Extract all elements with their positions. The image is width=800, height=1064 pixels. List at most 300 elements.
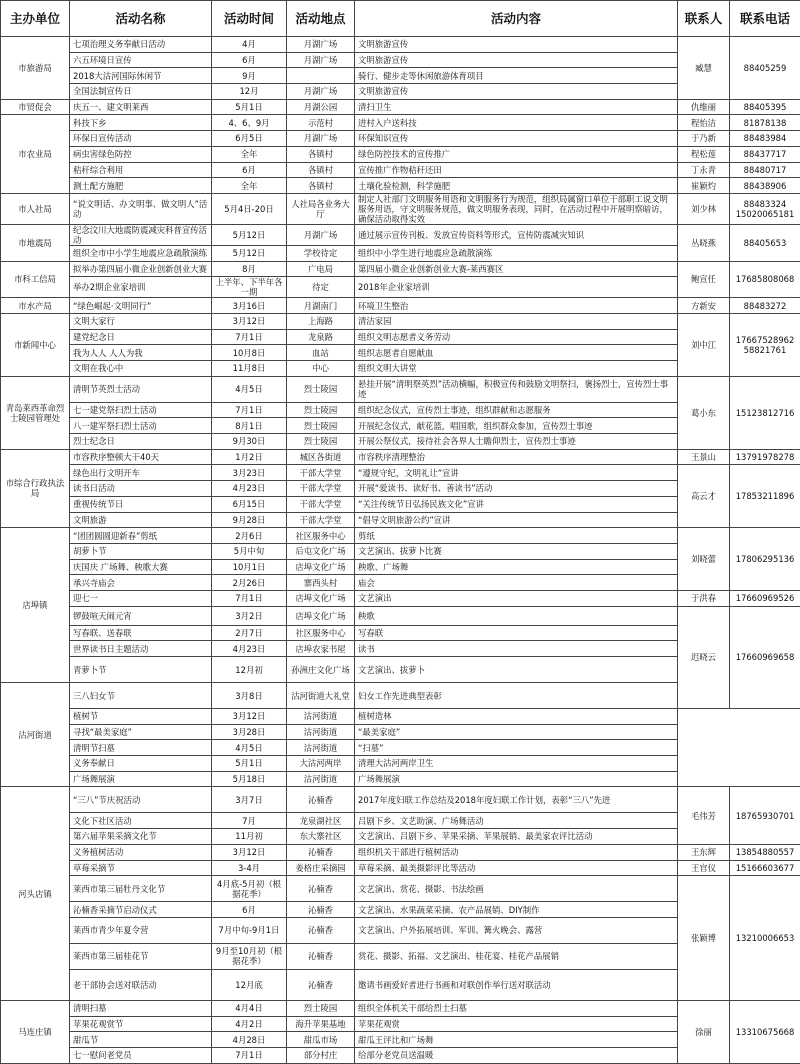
activity-place	[287, 68, 355, 84]
activity-time: 7月1日	[212, 1047, 287, 1063]
activity-time: 4月2日	[212, 1016, 287, 1032]
activity-time: 10月1日	[212, 559, 287, 575]
table-row	[1, 860, 800, 876]
activity-time: 6月	[212, 52, 287, 68]
contact-phone: 88483984	[730, 131, 800, 147]
contact-person: 葛小东	[678, 376, 730, 449]
contact-person: 刘晓蕾	[678, 528, 730, 591]
activity-content: 2017年度妇联工作总结及2018年度妇联工作计划，表彰“三八”先进	[355, 787, 678, 813]
activity-place: 各镇村	[287, 178, 355, 194]
contact-person: 张颖博	[678, 876, 730, 1001]
activity-time: 12月初	[212, 657, 287, 683]
activity-place: 沁楠香	[287, 844, 355, 860]
header-name: 活动名称	[70, 1, 212, 37]
activity-place: 干部大学堂	[287, 465, 355, 481]
activity-place: 各镇村	[287, 162, 355, 178]
activity-time: 12月	[212, 84, 287, 100]
activity-content: 环境卫生整治	[355, 298, 678, 314]
contact-person: 王东辉	[678, 844, 730, 860]
activity-place: 烈士陵园	[287, 1000, 355, 1016]
activity-content: 甜瓜王评比和广场舞	[355, 1032, 678, 1048]
activity-time: 5月18日	[212, 771, 287, 787]
activity-content: 清理大沽河两岸卫生	[355, 756, 678, 772]
activity-place: 姜格庄采摘园	[287, 860, 355, 876]
contact-person: 刘少林	[678, 193, 730, 224]
header-phone: 联系电话	[730, 1, 800, 37]
activity-time: 3月16日	[212, 298, 287, 314]
activity-content: 开展公祭仪式，接待社会各界人士瞻仰烈士，宣传烈士事迹	[355, 434, 678, 450]
contact-person: 王官仪	[678, 860, 730, 876]
table-row	[1, 1000, 800, 1016]
activity-time: 4月28日	[212, 1032, 287, 1048]
contact-phone: 17853211896	[730, 465, 800, 528]
activity-time: 5月1日	[212, 99, 287, 115]
activity-place: 沁楠香	[287, 876, 355, 902]
activity-name: 青萝卜节	[70, 657, 212, 683]
contact-phone: 13791978278	[730, 449, 800, 465]
contact-phone: 17685808068	[730, 261, 800, 298]
activity-name: 清明扫墓	[70, 1000, 212, 1016]
activity-name: 六五环境日宣传	[70, 52, 212, 68]
activity-content: 秧歌	[355, 606, 678, 625]
activity-time: 2月26日	[212, 575, 287, 591]
activity-place: 沽河街道大礼堂	[287, 683, 355, 709]
contact-person: 程松莲	[678, 146, 730, 162]
contact-person: 崔颖灼	[678, 178, 730, 194]
contact-person: 高云才	[678, 465, 730, 528]
table-row	[1, 771, 800, 787]
activity-name: 广场舞展演	[70, 771, 212, 787]
contact-phone: 88405395	[730, 99, 800, 115]
activity-place: 月湖公园	[287, 99, 355, 115]
activity-name: 甜瓜节	[70, 1032, 212, 1048]
contact-phone: 88405653	[730, 224, 800, 261]
activity-time: 4、6、9月	[212, 115, 287, 131]
activity-name: 庆国庆 广场舞、秧歌大赛	[70, 559, 212, 575]
activity-content: 文艺演出、赏花、摄影、书法绘画	[355, 876, 678, 902]
contact-person: 臧慧	[678, 37, 730, 100]
activity-name: 重视传统节日	[70, 496, 212, 512]
activity-place: 各镇村	[287, 146, 355, 162]
activity-content: 文明旅游宣传	[355, 37, 678, 53]
activity-name: 锣鼓喧天闹元宵	[70, 606, 212, 625]
contact-phone: 88483324 15020065181	[730, 193, 800, 224]
table-row	[1, 131, 800, 147]
activity-place: 社区服务中心	[287, 528, 355, 544]
activity-time: 5月12日	[212, 224, 287, 245]
activity-content: 悬挂开展“清明祭英烈”活动横幅，积极宣传和鼓励文明祭扫，褒扬烈士，宣传烈士事迹	[355, 376, 678, 402]
activity-content: 清洁家园	[355, 313, 678, 329]
activity-content: 开展“爱读书、读好书、善读书”活动	[355, 481, 678, 497]
activity-place: 示范村	[287, 115, 355, 131]
contact-person: 程怡洁	[678, 115, 730, 131]
activity-place: 烈士陵园	[287, 376, 355, 402]
contact-person: 徐丽	[678, 1000, 730, 1063]
activity-content: 苹果花观赏	[355, 1016, 678, 1032]
contact-phone: 88480717	[730, 162, 800, 178]
contact-person: 丁永青	[678, 162, 730, 178]
activity-content: 植树造林	[355, 709, 678, 725]
activity-time: 8月1日	[212, 418, 287, 434]
table-row	[1, 528, 800, 544]
activity-place: 海升苹果基地	[287, 1016, 355, 1032]
header-unit: 主办单位	[1, 1, 70, 37]
activity-place: 沁楠香	[287, 917, 355, 943]
activity-time: 全年	[212, 178, 287, 194]
contact-phone: 17660969658	[730, 606, 800, 708]
activity-time: 3-4月	[212, 860, 287, 876]
activity-place: 龙泉湖社区	[287, 813, 355, 829]
activity-place: 沁楠香	[287, 943, 355, 969]
activity-place: 店埠文化广场	[287, 590, 355, 606]
table-row	[1, 162, 800, 178]
activity-time: 4月23日	[212, 641, 287, 657]
activity-place: 社区服务中心	[287, 625, 355, 641]
host-unit: 青岛莱西革命烈士陵园管理处	[1, 376, 70, 449]
table-row	[1, 99, 800, 115]
activity-name: 寻找“最美家庭”	[70, 724, 212, 740]
activity-time: 3月7日	[212, 787, 287, 813]
activity-content: “倡导文明旅游公约”宣讲	[355, 512, 678, 528]
host-unit: 市地震局	[1, 224, 70, 261]
activity-time: 5月12日	[212, 245, 287, 261]
activity-time: 4月5日	[212, 376, 287, 402]
activity-name: 义务奉献日	[70, 756, 212, 772]
table-row	[1, 261, 800, 277]
activity-place: 东大寨社区	[287, 829, 355, 845]
host-unit: 市旅游局	[1, 37, 70, 100]
activity-time: 2月6日	[212, 528, 287, 544]
contact-phone: 88405259	[730, 37, 800, 100]
activity-time: 9月30日	[212, 434, 287, 450]
host-unit: 市新闻中心	[1, 313, 70, 376]
activity-place: 广电局	[287, 261, 355, 277]
activity-time: 10月8日	[212, 345, 287, 361]
activity-content: 进村入户送科技	[355, 115, 678, 131]
header-content: 活动内容	[355, 1, 678, 37]
activity-time: 5月4日-20日	[212, 193, 287, 224]
host-unit: 市农业局	[1, 115, 70, 193]
activity-time: 12月底	[212, 969, 287, 1000]
activity-name: 拟举办第四届小微企业创新创业大赛	[70, 261, 212, 277]
activity-content: 2018年企业家培训	[355, 277, 678, 298]
activity-content: 广场舞展演	[355, 771, 678, 787]
activity-time: 上半年、下半年各一期	[212, 277, 287, 298]
table-row	[1, 740, 800, 756]
contact-person: 丛晓燕	[678, 224, 730, 261]
activity-place: 寨西头村	[287, 575, 355, 591]
contact-person: 方新安	[678, 298, 730, 314]
activity-content: 土壤化验检测，科学施肥	[355, 178, 678, 194]
activity-name: “绿色崛起·文明同行”	[70, 298, 212, 314]
table-row	[1, 709, 800, 725]
activity-name: 市容秩序整顿大干40天	[70, 449, 212, 465]
activity-time: 7月1日	[212, 402, 287, 418]
host-unit: 马连庄镇	[1, 1000, 70, 1063]
activity-name: 三八妇女节	[70, 683, 212, 709]
contact-person: 刘中江	[678, 313, 730, 376]
activity-name: 绿色出行文明开车	[70, 465, 212, 481]
activity-content: 写春联	[355, 625, 678, 641]
table-row	[1, 115, 800, 131]
activity-time: 3月2日	[212, 606, 287, 625]
activity-name: 植树节	[70, 709, 212, 725]
activity-place: 上海路	[287, 313, 355, 329]
table-row	[1, 298, 800, 314]
activity-content: 组织文明志愿者义务劳动	[355, 329, 678, 345]
activity-time: 8月	[212, 261, 287, 277]
activity-time: 4月23日	[212, 481, 287, 497]
activity-name: 我为人人 人人为我	[70, 345, 212, 361]
activity-content: 文艺演出、水果蔬菜采摘、农产品展销、DIY制作	[355, 902, 678, 918]
activity-place: 沁楠香	[287, 902, 355, 918]
activity-time: 4月底-5月初（根据花季）	[212, 876, 287, 902]
activity-time: 3月8日	[212, 683, 287, 709]
activity-content: 草莓采摘、最美摄影评比等活动	[355, 860, 678, 876]
table-row	[1, 37, 800, 53]
activity-place: 部分村庄	[287, 1047, 355, 1063]
activity-name: 老干部协会送对联活动	[70, 969, 212, 1000]
activity-content: 文艺演出、拔萝卜比赛	[355, 543, 678, 559]
table-row	[1, 590, 800, 606]
table-row	[1, 756, 800, 772]
host-unit: 市水产局	[1, 298, 70, 314]
activity-time: 2月7日	[212, 625, 287, 641]
host-unit: 沽河街道	[1, 683, 70, 787]
activity-content: 读书	[355, 641, 678, 657]
table-row	[1, 844, 800, 860]
activity-content: 开展纪念仪式，献花篮，唱国歌，组织群众参加，宣传烈士事迹	[355, 418, 678, 434]
activity-name: “团团圆圆迎新春”剪纸	[70, 528, 212, 544]
activity-place: 月湖广场	[287, 224, 355, 245]
activity-name: 胡萝卜节	[70, 543, 212, 559]
activity-place: 店埠农家书屋	[287, 641, 355, 657]
activity-name: 庆五一、建文明莱西	[70, 99, 212, 115]
activity-content: 市容秩序清理整治	[355, 449, 678, 465]
host-unit: 市综合行政执法局	[1, 449, 70, 527]
table-row	[1, 193, 800, 224]
activity-place: 月湖南门	[287, 298, 355, 314]
activity-content: 文艺演出、吕剧下乡、苹果采摘、苹果展销、最美家农评比活动	[355, 829, 678, 845]
host-unit: 市贸促会	[1, 99, 70, 115]
activity-content: 组织志愿者自愿献血	[355, 345, 678, 361]
activity-name: 七项治理义务奉献日活动	[70, 37, 212, 53]
header-time: 活动时间	[212, 1, 287, 37]
header-contact: 联系人	[678, 1, 730, 37]
activity-content: 秧歌、广场舞	[355, 559, 678, 575]
table-row	[1, 787, 800, 813]
table-row	[1, 224, 800, 245]
contact-phone: 15166603677	[730, 860, 800, 876]
activity-name: 清明节英烈士活动	[70, 376, 212, 402]
activity-place: 沁楠香	[287, 969, 355, 1000]
activity-name: 全国法制宣传日	[70, 84, 212, 100]
activity-time: 3月23日	[212, 465, 287, 481]
host-unit: 市人社局	[1, 193, 70, 224]
activity-place: 中心	[287, 361, 355, 377]
activity-name: 2018大沽河国际休闲节	[70, 68, 212, 84]
activity-content: 文艺演出	[355, 590, 678, 606]
activity-name: 文明大家行	[70, 313, 212, 329]
activity-place: 烈士陵园	[287, 402, 355, 418]
activity-time: 9月至10月初（根据花季）	[212, 943, 287, 969]
activity-place: 店埠文化广场	[287, 559, 355, 575]
activity-name: 七一慰问老党员	[70, 1047, 212, 1063]
activity-place: 沽河街道	[287, 771, 355, 787]
activity-time: 3月28日	[212, 724, 287, 740]
activity-time: 全年	[212, 146, 287, 162]
contact-phone: 13854880557	[730, 844, 800, 860]
host-unit: 市科工信局	[1, 261, 70, 298]
activity-name: “三八”节庆祝活动	[70, 787, 212, 813]
activity-time: 4月5日	[212, 740, 287, 756]
activity-content: 组织文明大讲堂	[355, 361, 678, 377]
activity-time: 11月8日	[212, 361, 287, 377]
activity-content: 吕剧下乡、文艺助演、广场舞活动	[355, 813, 678, 829]
contact-person: 迟晓云	[678, 606, 730, 708]
activity-place: 干部大学堂	[287, 496, 355, 512]
activity-time: 4月	[212, 37, 287, 53]
table-row	[1, 876, 800, 902]
activity-time: 6月5日	[212, 131, 287, 147]
activity-place: 月湖广场	[287, 52, 355, 68]
activity-name: 举办2期企业家培训	[70, 277, 212, 298]
activity-place: 沽河街道	[287, 709, 355, 725]
activity-name: 莱西市第三届牡丹文化节	[70, 876, 212, 902]
activity-place: 大沽河两岸	[287, 756, 355, 772]
activity-place: 店埠文化广场	[287, 606, 355, 625]
activity-place: 孙洲庄文化广场	[287, 657, 355, 683]
activity-place: 月湖广场	[287, 131, 355, 147]
contact-phone: 88437717	[730, 146, 800, 162]
activity-time: 5月1日	[212, 756, 287, 772]
activity-name: 组织全市中小学生地震应急疏散演练	[70, 245, 212, 261]
activity-place: 龙泉路	[287, 329, 355, 345]
activity-time: 9月	[212, 68, 287, 84]
contact-phone: 13210006653	[730, 876, 800, 1001]
activity-name: 世界读书日主题活动	[70, 641, 212, 657]
activity-place: 干部大学堂	[287, 481, 355, 497]
activity-name: “说文明话、办文明事、做文明人”活动	[70, 193, 212, 224]
table-row	[1, 376, 800, 402]
activity-name: 测土配方施肥	[70, 178, 212, 194]
activity-name: 写春联、送春联	[70, 625, 212, 641]
contact-phone: 88438906	[730, 178, 800, 194]
activity-content: 邀请书画爱好者进行书画和对联创作举行送对联活动	[355, 969, 678, 1000]
activity-content: 文明旅游宣传	[355, 52, 678, 68]
contact-phone: 18765930701	[730, 787, 800, 844]
activity-content: 骑行、健步走等休闲旅游体育项目	[355, 68, 678, 84]
header-place: 活动地点	[287, 1, 355, 37]
activity-place: 沽河街道	[287, 724, 355, 740]
table-row	[1, 449, 800, 465]
activity-name: 文明旅游	[70, 512, 212, 528]
activity-content: 清扫卫生	[355, 99, 678, 115]
activity-time: 1月2日	[212, 449, 287, 465]
activity-name: 承兴寺庙会	[70, 575, 212, 591]
activity-place: 沁楠香	[287, 787, 355, 813]
activity-time: 11月初	[212, 829, 287, 845]
contact-phone: 15123812716	[730, 376, 800, 449]
activity-time: 9月28日	[212, 512, 287, 528]
activity-content: “关注传统节日弘扬民族文化”宣讲	[355, 496, 678, 512]
host-unit: 河头店镇	[1, 787, 70, 1000]
activity-name: 建党纪念日	[70, 329, 212, 345]
activity-place: 血站	[287, 345, 355, 361]
activity-name: 读书日活动	[70, 481, 212, 497]
activity-name: 病虫害绿色防控	[70, 146, 212, 162]
activity-content: “遵规守纪，文明礼让”宣讲	[355, 465, 678, 481]
activity-name: 莱西市第三届桂花节	[70, 943, 212, 969]
activity-content: 组织机关干部进行植树活动	[355, 844, 678, 860]
activity-content: “最美家庭”	[355, 724, 678, 740]
table-row	[1, 146, 800, 162]
activity-time: 6月	[212, 162, 287, 178]
activity-content: 给部分老党员送温暖	[355, 1047, 678, 1063]
activity-name: 八一建军祭扫烈士活动	[70, 418, 212, 434]
activity-content: 剪纸	[355, 528, 678, 544]
activity-content: 妇女工作先进典型表彰	[355, 683, 678, 709]
activity-name: 纪念汶川大地震防震减灾科普宣传活动	[70, 224, 212, 245]
contact-person: 于洪春	[678, 590, 730, 606]
activity-time: 7月1日	[212, 329, 287, 345]
activity-content: 宣传推广作物秸秆还田	[355, 162, 678, 178]
table-row	[1, 465, 800, 481]
contact-phone: 17660969526	[730, 590, 800, 606]
activity-name: 迎七一	[70, 590, 212, 606]
contact-person: 王景山	[678, 449, 730, 465]
activity-name: 清明节扫墓	[70, 740, 212, 756]
activity-name: 烈士纪念日	[70, 434, 212, 450]
activity-time: 6月	[212, 902, 287, 918]
activity-name: 七一建党祭扫烈士活动	[70, 402, 212, 418]
activity-name: 秸秆综合利用	[70, 162, 212, 178]
activity-time: 7月中旬-9月1日	[212, 917, 287, 943]
activity-content: 组织全体机关干部给烈士扫墓	[355, 1000, 678, 1016]
activity-name: 苹果花观赏节	[70, 1016, 212, 1032]
activity-time: 3月12日	[212, 709, 287, 725]
activity-place: 人社局各业务大厅	[287, 193, 355, 224]
activity-name: 文明在我心中	[70, 361, 212, 377]
activity-time: 6月15日	[212, 496, 287, 512]
table-row	[1, 724, 800, 740]
activity-content: 庙会	[355, 575, 678, 591]
activity-content: 赏花、摄影、拓福、文艺演出、桂花宴、桂花产品展销	[355, 943, 678, 969]
activity-content: 绿色防控技术的宣传推广	[355, 146, 678, 162]
activity-content: 通过展示宣传刊板、发放宣传资料等形式，宣传防震减灾知识	[355, 224, 678, 245]
contact-phone: 81878138	[730, 115, 800, 131]
activity-content: 文明旅游宣传	[355, 84, 678, 100]
activity-content: 第四届小微企业创新创业大赛-莱西赛区	[355, 261, 678, 277]
contact-phone: 17806295136	[730, 528, 800, 591]
contact-person: 毛伟芳	[678, 787, 730, 844]
activity-place: 甜瓜市场	[287, 1032, 355, 1048]
header-row	[1, 1, 800, 37]
activity-name: 草莓采摘节	[70, 860, 212, 876]
table-body	[1, 37, 800, 1064]
host-unit: 店埠镇	[1, 528, 70, 683]
table-row	[1, 178, 800, 194]
activity-name: 莱西市青少年夏令营	[70, 917, 212, 943]
activity-time: 5月中旬	[212, 543, 287, 559]
activity-name: 科技下乡	[70, 115, 212, 131]
activity-place: 干部大学堂	[287, 512, 355, 528]
activity-name: 义务植树活动	[70, 844, 212, 860]
activity-name: 环保日宣传活动	[70, 131, 212, 147]
activity-time: 4月4日	[212, 1000, 287, 1016]
activity-name: 文化下社区活动	[70, 813, 212, 829]
activity-place: 待定	[287, 277, 355, 298]
